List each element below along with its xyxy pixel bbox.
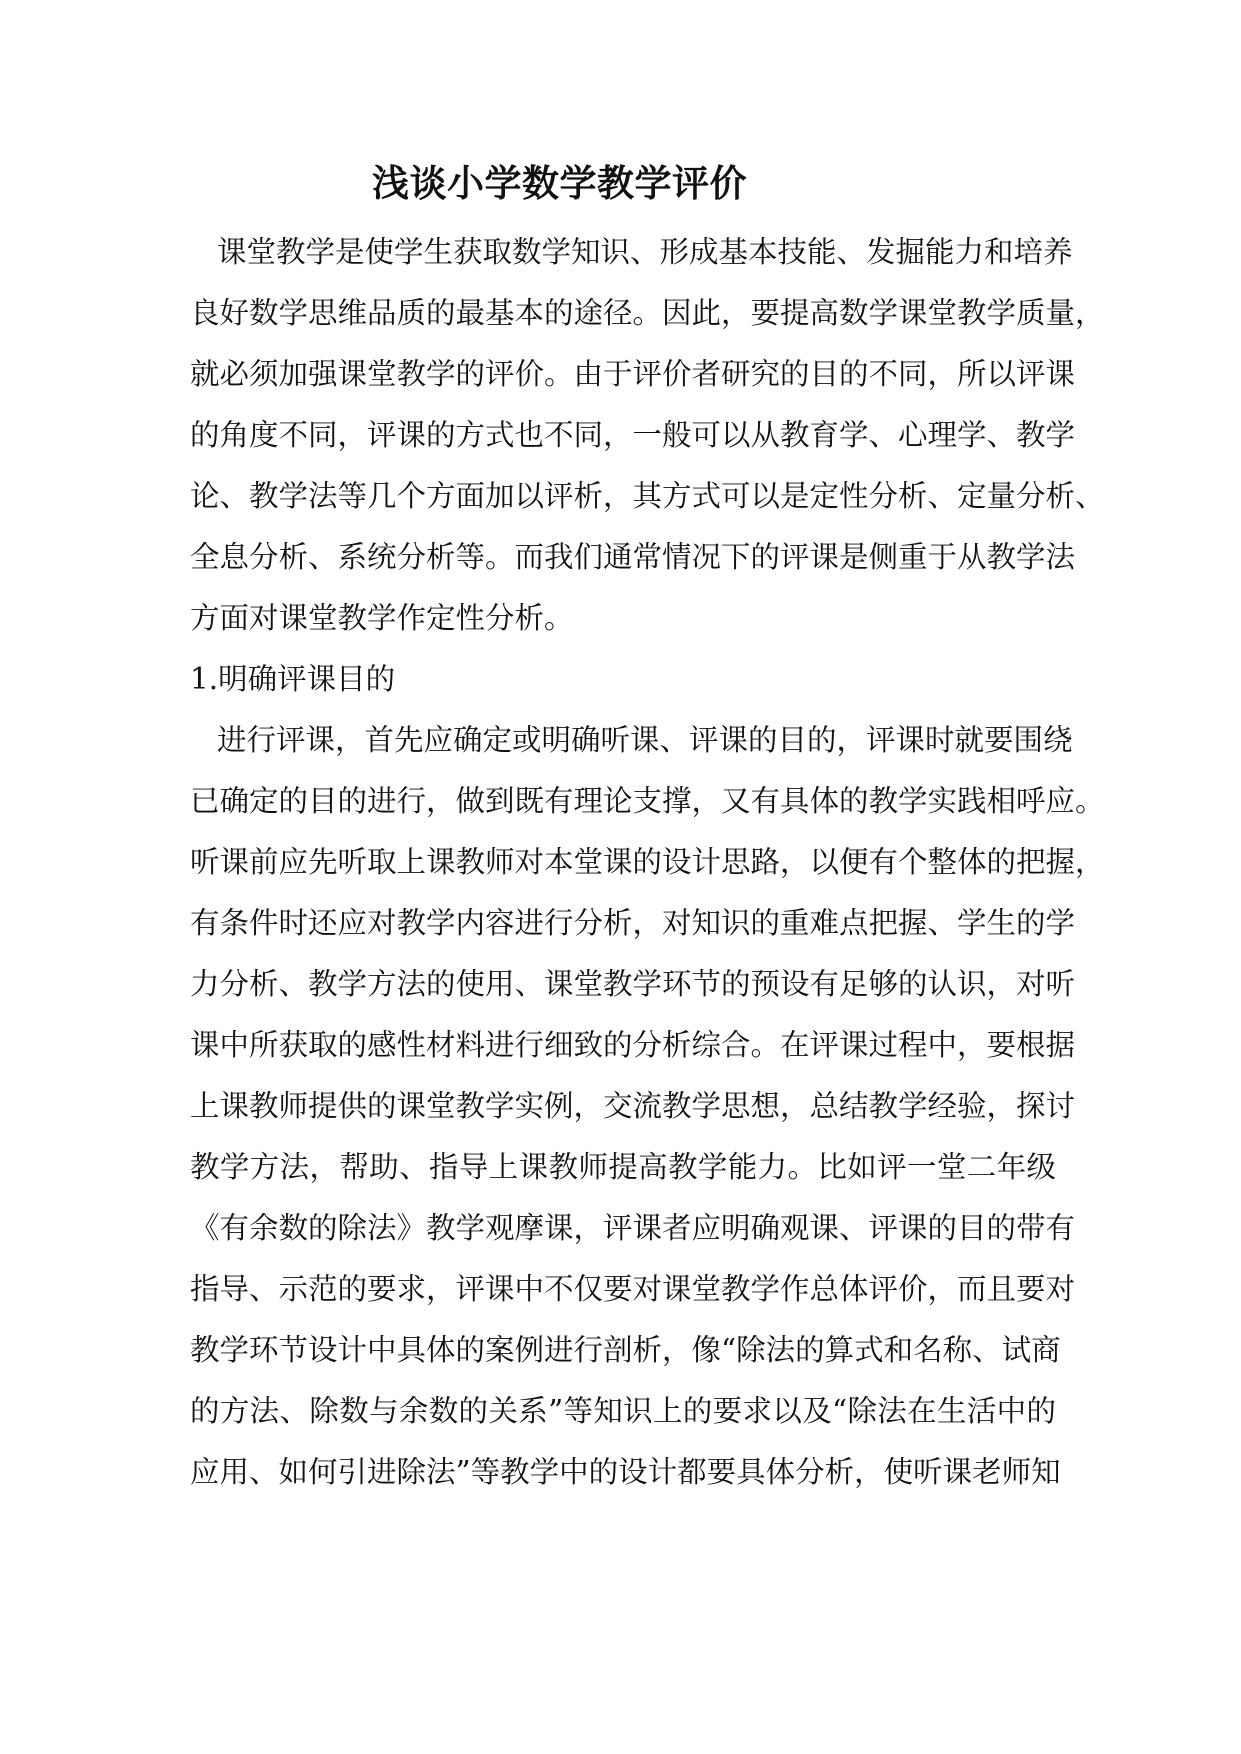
paragraph-line: 教学方法，帮助、指导上课教师提高教学能力。比如评一堂二年级: [190, 1150, 1056, 1184]
paragraph-line: 应用、如何引进除法”等教学中的设计都要具体分析，使听课老师知: [190, 1455, 1061, 1489]
section-heading: 1.明确评课目的: [190, 662, 396, 696]
paragraph-line: 就必须加强课堂教学的评价。由于评价者研究的目的不同，所以评课: [190, 357, 1076, 391]
paragraph-line: 课堂教学是使学生获取数学知识、形成基本技能、发掘能力和培养: [217, 235, 1073, 269]
paragraph-line: 听课前应先听取上课教师对本堂课的设计思路，以便有个整体的把握，: [190, 845, 1105, 879]
paragraph-line: 的角度不同，评课的方式也不同，一般可以从教育学、心理学、教学: [190, 418, 1076, 452]
document-title: 浅谈小学数学教学评价: [372, 162, 747, 205]
section-paragraph: [190, 710, 1105, 1503]
paragraph-line: 指导、示范的要求，评课中不仅要对课堂教学作总体评价，而且要对: [190, 1272, 1076, 1306]
paragraph-line: 进行评课，首先应确定或明确听课、评课的目的，评课时就要围绕: [217, 723, 1073, 757]
paragraph-line: 全息分析、系统分析等。而我们通常情况下的评课是侧重于从教学法: [190, 540, 1076, 574]
paragraph-line: 上课教师提供的课堂教学实例，交流教学思想，总结教学经验，探讨: [190, 1089, 1076, 1123]
intro-paragraph: [190, 222, 1105, 649]
paragraph-line: 教学环节设计中具体的案例进行剖析，像“除法的算式和名称、试商: [190, 1333, 1061, 1367]
document-body: [190, 222, 1105, 1503]
paragraph-line: 有条件时还应对教学内容进行分析，对知识的重难点把握、学生的学: [190, 906, 1076, 940]
paragraph-line: 良好数学思维品质的最基本的途径。因此，要提高数学课堂教学质量，: [190, 296, 1105, 330]
paragraph-line: 的方法、除数与余数的关系”等知识上的要求以及“除法在生活中的: [190, 1394, 1056, 1428]
paragraph-line: 《有余数的除法》教学观摩课，评课者应明确观课、评课的目的带有: [190, 1211, 1076, 1245]
paragraph-line: 论、教学法等几个方面加以评析，其方式可以是定性分析、定量分析、: [190, 479, 1105, 513]
paragraph-line: 力分析、教学方法的使用、课堂教学环节的预设有足够的认识，对听: [190, 967, 1076, 1001]
paragraph-line: 课中所获取的感性材料进行细致的分析综合。在评课过程中，要根据: [190, 1028, 1076, 1062]
paragraph-line: 已确定的目的进行，做到既有理论支撑，又有具体的教学实践相呼应。: [190, 784, 1105, 818]
paragraph-line: 方面对课堂教学作定性分析。: [190, 601, 574, 635]
